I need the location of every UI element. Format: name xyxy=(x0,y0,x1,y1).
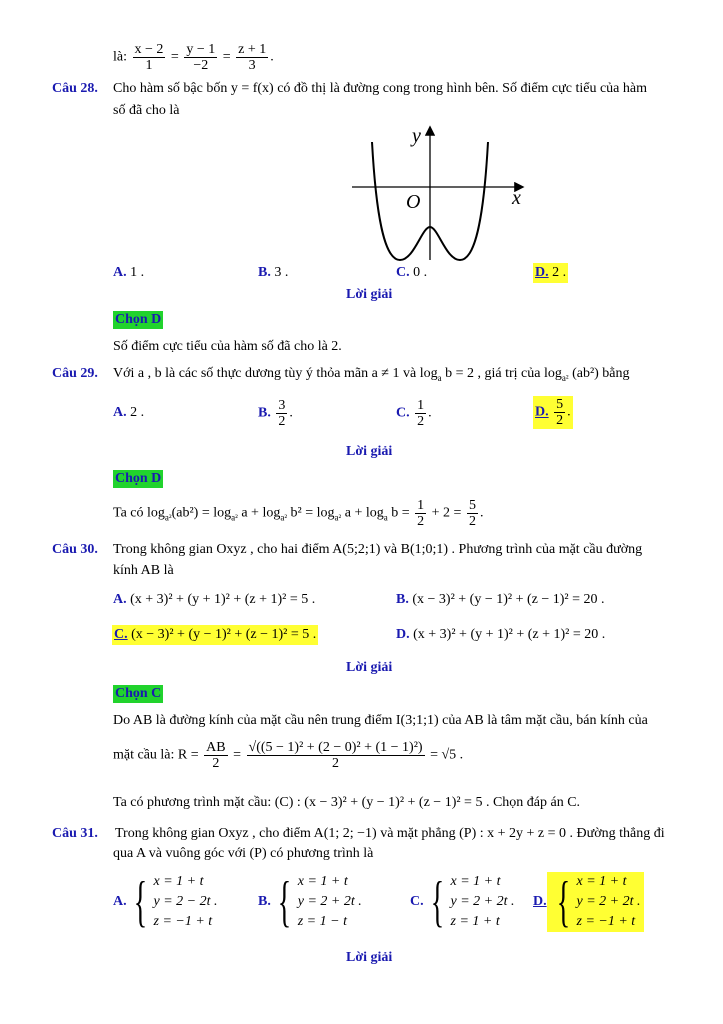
q28-solution-heading: Lời giải xyxy=(346,287,393,302)
q29-solution-heading: Lời giải xyxy=(346,444,393,459)
q30-option-b[interactable]: B. (x − 3)² + (y − 1)² + (z − 1)² = 20 . xyxy=(396,592,605,607)
question-31-text: Trong không gian Oxyz , cho điểm A(1; 2; −1) và mặt phẳng (P) : x + 2y + z = 0 . Đường thẳng đi xyxy=(115,826,665,841)
q28-solution-text: Số điểm cực tiểu của hàm số đã cho là 2. xyxy=(113,339,342,354)
q30-option-a[interactable]: A. (x + 3)² + (y + 1)² + (z + 1)² = 5 . xyxy=(113,592,316,607)
question-30-label: Câu 30. xyxy=(52,542,98,557)
q29-option-c[interactable]: C. $\frac{1}{2}$ . xyxy=(396,398,432,429)
q30-solution-text-3: Ta có phương trình mặt cầu: (C) : (x − 3)² + (y − 1)² + (z − 1)² = 5 . Chọn đáp án C. xyxy=(113,795,581,810)
q30-answer-badge: Chọn C xyxy=(115,686,162,701)
q30-solution-text-2: mặt cầu là: R = $\frac{AB}{2}$ = $\frac{\text{√((5 − 1)² + (2 − 0)² + (1 − 1)²)}}{2}$ = √5 . xyxy=(113,740,464,771)
q29-solution-text: Ta có $\log_{a^2}(ab^2) = \log_{a^2} a + \log_{a^2} b^2 = \log_{a^2} a + \log_a b$ = $\frac{1}{2}$ + 2 = $\frac{5}{2}$ . xyxy=(113,498,484,529)
x-axis-label: x xyxy=(512,187,521,209)
q31-option-c[interactable]: C. { x = 1 + t y = 2 + 2t . z = 1 + t xyxy=(410,871,515,933)
question-29-text: Với a , b là các số thực dương tùy ý thỏa mãn a ≠ 1 và $\log_a b = 2$ , giá trị của $\log_{a^2} (ab^2)$ bằng xyxy=(113,366,630,383)
question-30-text: Trong không gian Oxyz , cho hai điểm A(5;2;1) và B(1;0;1) . Phương trình của mặt cầu đường xyxy=(113,542,643,557)
origin-label: O xyxy=(406,191,421,213)
q28-option-a[interactable]: A. 1 . xyxy=(113,265,145,280)
line-equation: là: $\frac{x - 2}{1}$ = $\frac{y - 1}{-2}$ = $\frac{z + 1}{3}$ . xyxy=(113,42,274,73)
q29-answer-badge: Chọn D xyxy=(115,471,162,486)
question-28-text-2: số đã cho là xyxy=(113,103,180,118)
q29-option-a[interactable]: A. 2 . xyxy=(113,405,145,420)
q31-option-a[interactable]: A. { x = 1 + t y = 2 − 2t . z = −1 + t xyxy=(113,871,218,933)
q31-option-b[interactable]: B. { x = 1 + t y = 2 + 2t . z = 1 − t xyxy=(258,871,362,933)
y-axis-label: y xyxy=(412,125,421,147)
q29-option-b[interactable]: B. $\frac{3}{2}$ . xyxy=(258,398,293,429)
question-28-text: Cho hàm số bậc bốn y = f(x) có đồ thị là đường cong trong hình bên. Số điểm cực tiểu của hàm xyxy=(113,81,647,96)
question-29-label: Câu 29. xyxy=(52,366,98,381)
q30-solution-heading: Lời giải xyxy=(346,660,393,675)
question-31-text-2: qua A và vuông góc với (P) có phương trình là xyxy=(113,846,374,861)
question-31-label: Câu 31. xyxy=(52,826,98,841)
q29-option-d[interactable]: D. $\frac{5}{2}$ . xyxy=(535,397,571,428)
q28-answer-badge: Chọn D xyxy=(115,312,162,327)
q28-option-c[interactable]: C. 0 . xyxy=(396,265,428,280)
q30-solution-text-1: Do AB là đường kính của mặt cầu nên trung điểm I(3;1;1) của AB là tâm mặt cầu, bán kính của xyxy=(113,713,648,728)
q30-option-d[interactable]: D. (x + 3)² + (y + 1)² + (z + 1)² = 20 . xyxy=(396,627,606,642)
q31-solution-heading: Lời giải xyxy=(346,950,393,965)
quartic-graph xyxy=(350,124,530,264)
q28-option-b[interactable]: B. 3 . xyxy=(258,265,289,280)
q30-option-c[interactable]: C. (x − 3)² + (y − 1)² + (z − 1)² = 5 . xyxy=(112,625,318,645)
question-28-label: Câu 28. xyxy=(52,81,98,96)
q31-option-d[interactable]: D. { x = 1 + t y = 2 + 2t . z = −1 + t xyxy=(533,872,644,932)
question-30-text-2: kính AB là xyxy=(113,563,174,578)
q28-option-d[interactable]: D. 2 . xyxy=(533,263,568,283)
